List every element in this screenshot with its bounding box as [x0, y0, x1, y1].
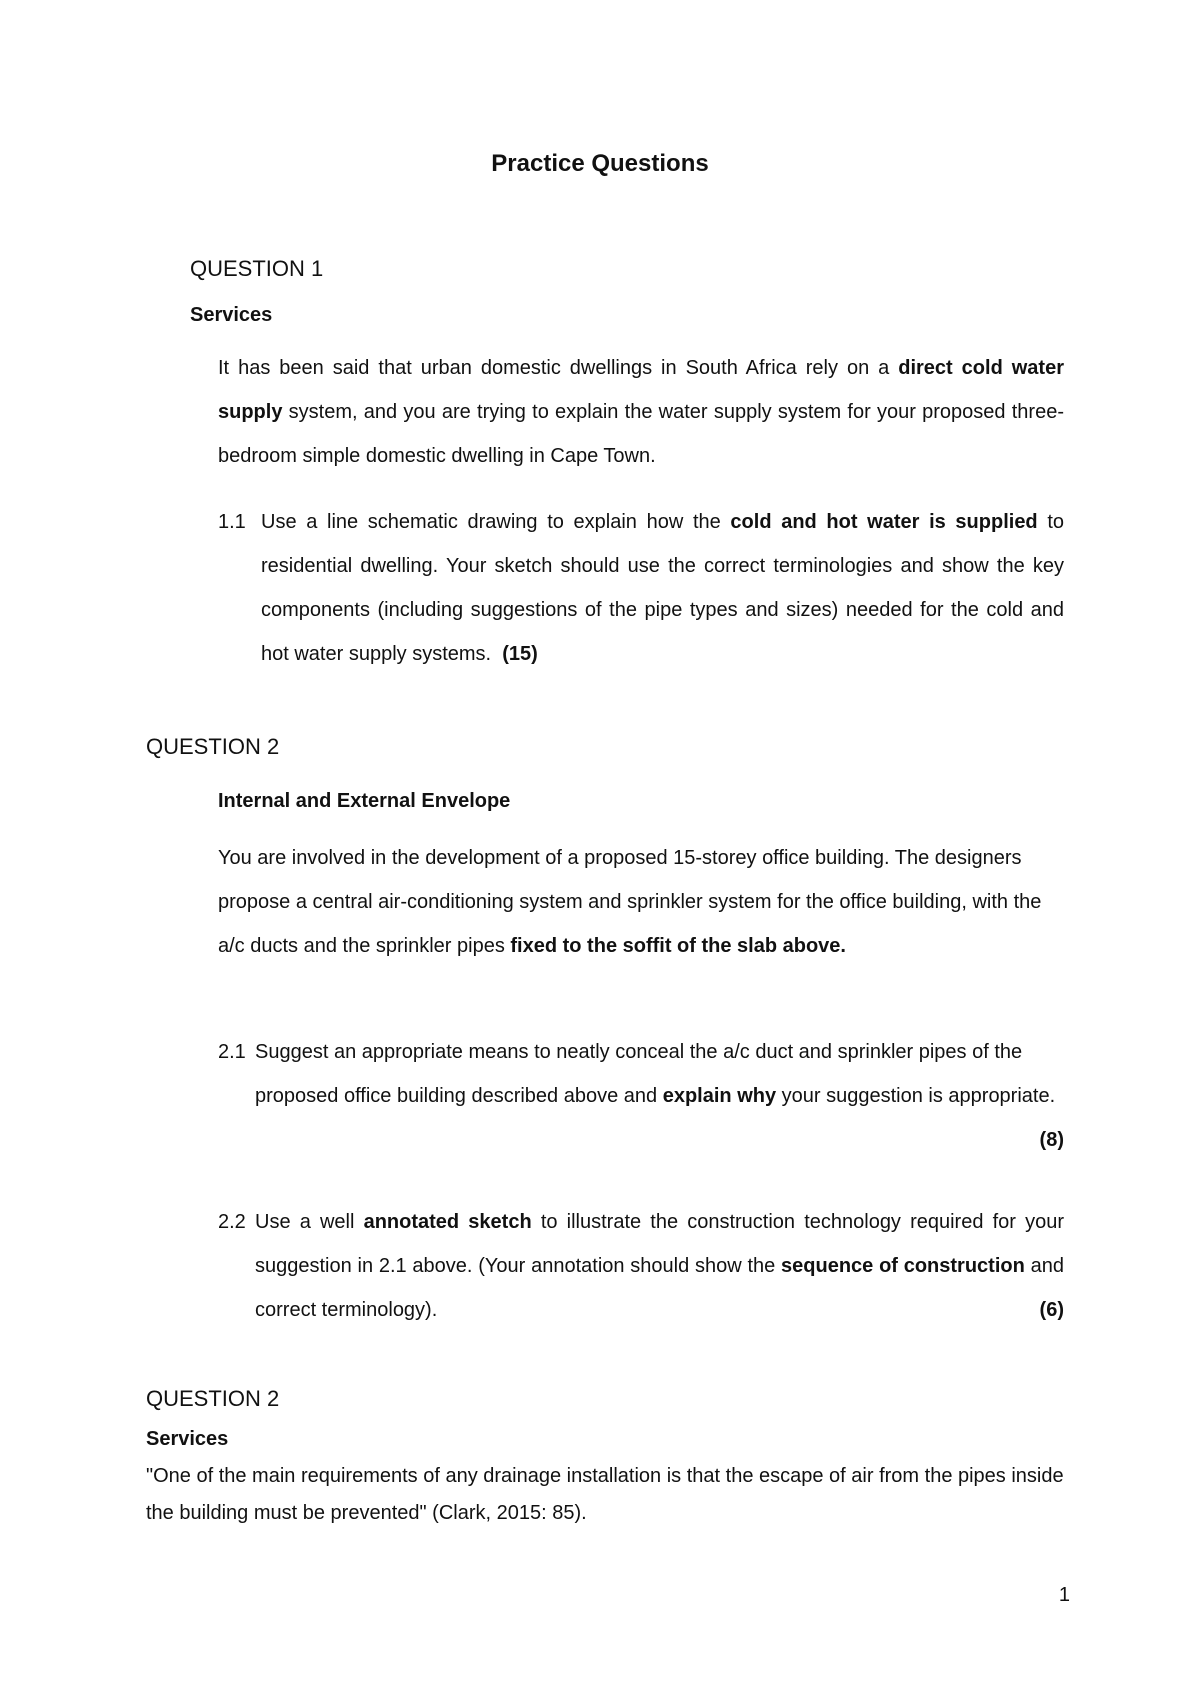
item-body [218, 1200, 1064, 1332]
question-1-section: Services [190, 304, 273, 326]
item-mark: (8) [1039, 1129, 1064, 1151]
item-text: and correct terminology). [255, 1255, 1064, 1321]
question-3-section: Services [146, 1428, 229, 1450]
item-bold-text: cold and hot water is supplied [730, 511, 1038, 533]
intro-text: It has been said that urban domestic dwellings in South Africa rely on a [218, 357, 899, 379]
question-2-1 [218, 1030, 1064, 1162]
intro-bold-text: direct cold water supply [218, 357, 1064, 423]
item-bold-text: explain why [662, 1085, 777, 1107]
item-text: Suggest an appropriate means to neatly conceal the a/c duct and sprinkler pipes of the proposed office building described above and [255, 1041, 1023, 1107]
intro-text: . [840, 935, 846, 957]
item-mark: (15) [502, 643, 538, 665]
item-text: to residential dwelling. Your sketch should use the correct terminologies and show the key components (including suggestions of the pipe types and sizes) needed for the cold and hot water supply systems. [261, 511, 1064, 665]
item-mark: (6) [1039, 1299, 1064, 1321]
item-body [218, 500, 1064, 676]
item-number: 1.1 [218, 511, 246, 533]
question-2-2 [218, 1200, 1064, 1332]
page-number: 1 [1058, 1584, 1070, 1606]
question-2-intro [218, 836, 1064, 968]
item-text: your suggestion is appropriate. [776, 1085, 1056, 1107]
question-1-intro [218, 346, 1064, 478]
question-1-1 [218, 500, 1064, 676]
item-text: to illustrate the construction technology required for your suggestion in 2.1 above. (Your annotation should show the [255, 1211, 1065, 1277]
item-text: Use a well [255, 1211, 364, 1233]
question-1-heading: QUESTION 1 [190, 256, 324, 281]
intro-bold-text: fixed to the soffit of the slab above [510, 935, 841, 957]
item-text: Use a line schematic drawing to explain how the [261, 511, 731, 533]
question-3-quote: "One of the main requirements of any drainage installation is that the escape of air from the pipes inside the building must be prevented" (Clark, 2015: 85). [146, 1465, 1064, 1524]
item-number: 2.1 [218, 1041, 246, 1063]
question-2-section: Internal and External Envelope [218, 790, 511, 812]
item-body [218, 1030, 1064, 1151]
question-3-heading: QUESTION 2 [146, 1386, 280, 1411]
intro-text: system, and you are trying to explain the water supply system for your proposed three-bedroom simple domestic dwelling in Cape Town. [218, 401, 1064, 467]
page-title: Practice Questions [491, 150, 709, 177]
item-number: 2.2 [218, 1211, 246, 1233]
question-2-heading: QUESTION 2 [146, 734, 280, 759]
intro-text: You are involved in the development of a proposed 15-storey office building. The designers propose a central air-conditioning system and sprinkler system for the office building, with the a/c ducts and the sprinkler pipes [218, 847, 1042, 957]
item-bold-text: annotated sketch [363, 1211, 532, 1233]
item-bold-text: sequence of construction [781, 1255, 1025, 1277]
